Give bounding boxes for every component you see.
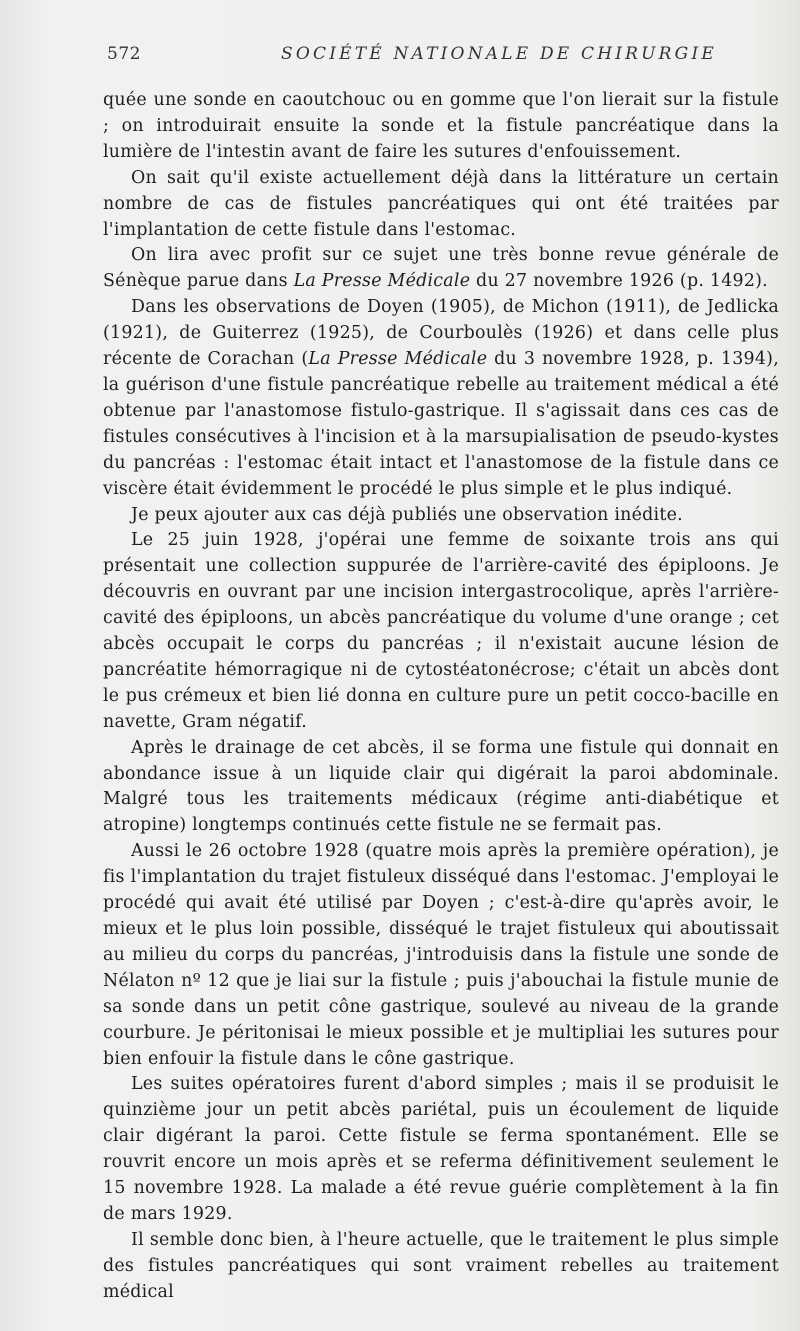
paragraph: Je peux ajouter aux cas déjà publiés une observation inédite. — [131, 504, 683, 525]
paragraph-text: du 3 novembre 1928, p. 1394), la guérison d'une fistule pancréatique rebelle au traitement médical a été obtenue par l'anastomose fistulo-gastrique. Il s'agissait dans ces cas de fistules consécutives à l'incision et à la marsupialisation de pseudo-kystes du pancréas : l'estomac était intact et l'anastomose de la fistule dans ce viscère était évidemment le procédé le plus simple et le plus indiqué. — [103, 349, 779, 499]
paragraph: Il semble donc bien, à l'heure actuelle, que le traitement le plus simple des fistules pancréatiques qui sont vraiment rebelles au traitement médical — [103, 1229, 779, 1302]
page-number: 572 — [107, 44, 141, 64]
journal-title: La Presse Médicale — [308, 349, 488, 370]
running-title: SOCIÉTÉ NATIONALE DE CHIRURGIE — [281, 44, 717, 64]
paragraph: Après le drainage de cet abcès, il se forma une fistule qui donnait en abondance issue à un liquide clair qui digérait la paroi abdominale. Malgré tous les traitements médicaux (régime anti-diabétique et atropine) longtemps continués cette fistule ne se fermait pas. — [103, 737, 779, 836]
paragraph: On sait qu'il existe actuellement déjà dans la littérature un certain nombre de cas de fistules pancréatiques qui ont été traitées par l'implantation de cette fistule dans l'estomac. — [103, 167, 779, 240]
paragraph — [103, 243, 779, 295]
paragraph-text: Dans les observations de Doyen (1905), de Michon (1911), de Jedlicka (1921), de Guiterrez (1925), de Courboulès (1926) et dans celle plus récente de Corachan ( — [103, 297, 779, 370]
page-header — [107, 42, 779, 68]
paragraph-text: On lira avec profit sur ce sujet une très bonne revue générale de Sénèque parue dans — [103, 245, 779, 292]
paragraph — [103, 295, 779, 502]
paragraph: Le 25 juin 1928, j'opérai une femme de soixante trois ans qui présentait une collection suppurée de l'arrière-cavité des épiploons. Je découvris en ouvrant par une incision intergastrocolique, après l'arrière-cavité des épiploons, un abcès pancréatique du volume d'une orange ; cet abcès occupait le corps du pancréas ; il n'existait aucune lésion de pancréatite hémorragique ni de cytostéatonécrose; c'était un abcès dont le pus crémeux et bien lié donna en culture pure un petit cocco-bacille en navette, Gram négatif. — [103, 530, 779, 732]
paragraph-text: du 27 novembre 1926 (p. 1492). — [470, 271, 768, 292]
paragraph: quée une sonde en caoutchouc ou en gomme que l'on lierait sur la fistule ; on introduirait ensuite la sonde et la fistule pancréatique dans la lumière de l'intestin avant de faire les sutures d'enfouissement. — [103, 90, 779, 162]
journal-title: La Presse Médicale — [293, 271, 471, 292]
paragraph: Les suites opératoires furent d'abord simples ; mais il se produisit le quinzième jour un petit abcès pariétal, puis un écoulement de liquide clair digérant la paroi. Cette fistule se ferma spontanément. Elle se rouvrit encore un mois après et se referma définitivement seulement le 15 novembre 1928. La malade a été revue guérie complètement à la fin de mars 1929. — [103, 1074, 779, 1224]
body-text — [103, 88, 779, 1306]
paragraph: Aussi le 26 octobre 1928 (quatre mois après la première opération), je fis l'implantation du trajet fistuleux disséqué dans l'estomac. J'employai le procédé qui avait été utilisé par Doyen ; c'est-à-dire qu'après avoir, le mieux et le plus loin possible, disséqué le trajet fistuleux qui aboutissait au milieu du corps du pancréas, j'introduisis dans la fistule une sonde de Nélaton nº 12 que je liai sur la fistule ; puis j'abouchai la fistule munie de sa sonde dans un petit cône gastrique, soulevé au niveau de la grande courbure. Je péritonisai le mieux possible et je multipliai les sutures pour bien enfouir la fistule dans le cône gastrique. — [103, 841, 779, 1069]
